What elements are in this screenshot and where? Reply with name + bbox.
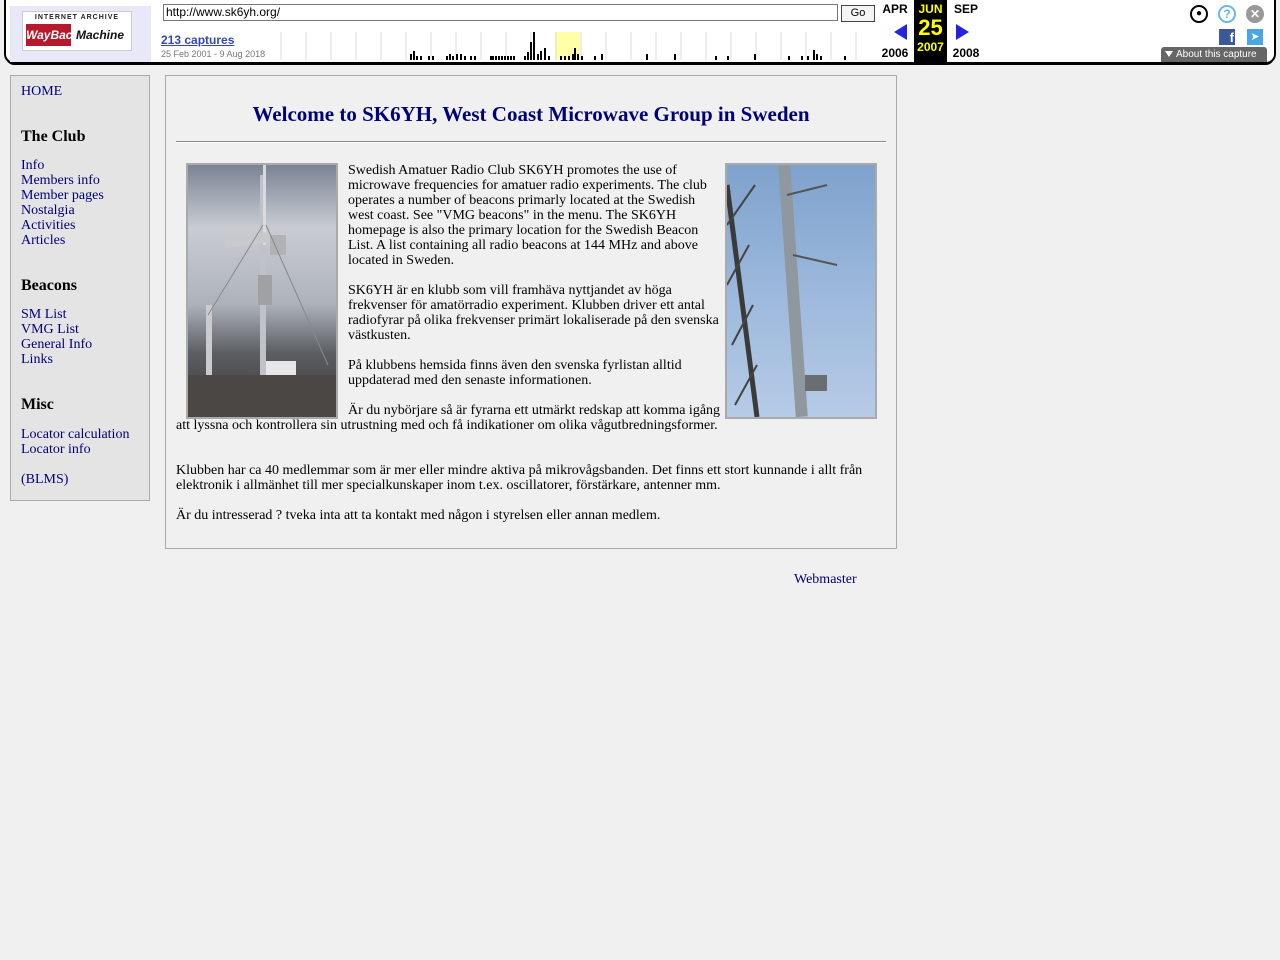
sparkline-bar	[788, 56, 790, 60]
sparkline-bar	[560, 56, 562, 60]
go-button[interactable]: Go	[841, 5, 875, 22]
sparkline-bar	[727, 56, 729, 60]
sparkline-bar	[544, 48, 546, 60]
sparkline-current-year-highlight	[555, 32, 580, 60]
sparkline-bar	[527, 52, 529, 60]
next-month-label[interactable]: SEP	[953, 2, 978, 16]
nav-locator-info[interactable]: Locator info	[21, 442, 91, 457]
contact-paragraph: Är du intresserad ? tveka inta att ta kontakt med någon i styrelsen eller annan medlem.	[176, 508, 661, 523]
section-title-club: The Club	[21, 128, 86, 145]
sparkline-bar	[495, 56, 497, 60]
current-year: 2007	[917, 40, 944, 54]
sparkline-bar	[413, 51, 415, 60]
sidebar-nav	[10, 75, 150, 501]
sparkline-bar	[492, 56, 494, 60]
current-day: 25	[918, 15, 943, 40]
help-icon[interactable]: ?	[1218, 5, 1236, 23]
sparkline-bar	[564, 56, 566, 60]
divider	[176, 141, 886, 143]
sparkline-bar	[820, 56, 822, 60]
prev-month-label[interactable]: APR	[882, 2, 908, 16]
section-title-misc: Misc	[21, 396, 54, 413]
sparkline-bar	[674, 54, 676, 60]
chevron-down-icon	[1165, 51, 1173, 57]
prev-capture-arrow-icon[interactable]	[894, 24, 907, 40]
antenna-mast-illustration	[188, 165, 336, 417]
logo-part1: WayBack	[26, 24, 71, 46]
nav-articles[interactable]: Articles	[21, 233, 66, 248]
sparkline-bar	[813, 50, 815, 60]
url-input[interactable]: http://www.sk6yh.org/	[163, 4, 838, 21]
beginner-paragraph: Är du nybörjare så är fyrarna ett utmärkt redskap att komma igång att lyssna och kontrollera sin utrustning med och få indikationer om olika vågutbredningsformer.	[176, 403, 721, 433]
antenna-mast-photo	[186, 163, 338, 419]
twitter-icon[interactable]: ➤	[1247, 29, 1263, 45]
logo-line1: INTERNET ARCHIVE	[34, 14, 120, 21]
sparkline-bar	[501, 56, 503, 60]
nav-blms[interactable]: (BLMS)	[21, 472, 69, 487]
about-capture-label: About this capture	[1176, 49, 1257, 60]
next-capture-arrow-icon[interactable]	[956, 24, 969, 40]
sparkline-bar	[801, 56, 803, 60]
captures-link[interactable]: 213 captures	[161, 33, 235, 47]
main-content	[165, 75, 897, 549]
sparkline-bar	[807, 56, 809, 60]
section-title-beacons: Beacons	[21, 277, 77, 294]
nav-sm-list[interactable]: SM List	[21, 307, 67, 322]
next-year-label[interactable]: 2008	[952, 46, 980, 60]
sparkline-bar	[548, 56, 550, 60]
sparkline-bar	[507, 56, 509, 60]
nav-member-pages[interactable]: Member pages	[21, 188, 104, 203]
sparkline-bar	[460, 54, 462, 60]
capture-date-range: 25 Feb 2001 - 9 Aug 2018	[161, 49, 266, 59]
sparkline-bar	[754, 54, 756, 60]
beacon-list-paragraph: På klubbens hemsida finns även den svenska fyrlistan alltid uppdaterad med den senaste informationen.	[348, 358, 682, 388]
wayback-logo[interactable]	[22, 11, 132, 51]
intro-paragraph-english: Swedish Amatuer Radio Club SK6YH promotes the use of microwave frequencies for amatuer radio experiments. The club operates a number of beacons primarly located at the Swedish west coast. See "VMG beacons" in the menu. The SK6YH homepage is also the primary location for the Swedish Beacon List. A list containing all radio beacons at 144 MHz and above located in Sweden.	[348, 163, 707, 268]
about-capture-button[interactable]	[1161, 47, 1267, 62]
sparkline-bar	[449, 54, 451, 60]
facebook-icon[interactable]: f	[1219, 29, 1235, 45]
nav-links[interactable]: Links	[21, 352, 53, 367]
sparkline-bar	[524, 56, 526, 60]
sparkline-bar	[577, 54, 579, 60]
sparkline-bar	[533, 32, 535, 60]
sparkline-bar	[568, 56, 570, 60]
sparkline-bar	[464, 56, 466, 60]
sparkline-bar	[530, 42, 532, 60]
sparkline-bar	[510, 56, 512, 60]
current-capture-date	[914, 0, 947, 62]
sparkline-bar	[540, 51, 542, 60]
sparkline-bar	[498, 56, 500, 60]
webmaster-link[interactable]: Webmaster	[794, 572, 857, 587]
sparkline-bar	[537, 54, 539, 60]
tower-antenna-photo	[725, 163, 877, 419]
nav-general-info[interactable]: General Info	[21, 337, 93, 352]
sparkline-bar	[432, 56, 434, 60]
sparkline-bar	[715, 56, 717, 60]
prev-year-label[interactable]: 2006	[881, 46, 909, 60]
intro-paragraph-swedish: SK6YH är en klubb som vill framhäva nyttjandet av höga frekvenser för amatörradio experiment. Klubben driver ett antal radiofyrar på olika frekvenser primärt lokaliserade på den svenska västkusten.	[348, 283, 719, 343]
tower-antenna-illustration	[727, 165, 875, 417]
sparkline-bar	[416, 56, 418, 60]
nav-locator-calculation[interactable]: Locator calculation	[21, 427, 130, 442]
wayback-logo-area	[10, 6, 151, 62]
nav-home[interactable]: HOME	[21, 84, 63, 99]
user-icon[interactable]: ●	[1190, 5, 1208, 23]
sparkline-bar	[446, 56, 448, 60]
close-icon[interactable]: ✕	[1246, 5, 1264, 23]
sparkline-bar	[601, 54, 603, 60]
members-paragraph: Klubben har ca 40 medlemmar som är mer eller mindre aktiva på mikrovågsbanden. Det finns ett stort kunnande i allt från elektronik i allmänhet till mer specialkunskaper inom t.ex. oscillatorer, förstärkare, antenner mm.	[176, 463, 863, 493]
sparkline-bar	[504, 56, 506, 60]
current-month: JUN	[918, 2, 943, 16]
sparkline-bar	[410, 54, 412, 60]
capture-sparkline[interactable]	[274, 32, 876, 60]
sparkline-bar	[474, 56, 476, 60]
sparkline-bar	[456, 54, 458, 60]
sparkline-bar	[581, 56, 583, 60]
sparkline-bar	[452, 56, 454, 60]
sparkline-bar	[420, 56, 422, 60]
wayback-toolbar	[6, 0, 1274, 62]
sparkline-bar	[844, 56, 846, 60]
sparkline-bar	[490, 56, 492, 60]
sparkline-bar	[574, 48, 576, 60]
sparkline-bar	[513, 56, 515, 60]
nav-members-info[interactable]: Members info	[21, 173, 100, 188]
sparkline-bar	[428, 56, 430, 60]
sparkline-bar	[470, 56, 472, 60]
nav-vmg-list[interactable]: VMG List	[21, 322, 79, 337]
sparkline-bar	[594, 56, 596, 60]
nav-activities[interactable]: Activities	[21, 218, 76, 233]
sparkline-bar	[816, 54, 818, 60]
page-title: Welcome to SK6YH, West Coast Microwave Group in Sweden	[252, 102, 810, 126]
nav-nostalgia[interactable]: Nostalgia	[21, 203, 75, 218]
logo-part2: Machine	[75, 28, 124, 42]
nav-info[interactable]: Info	[21, 158, 45, 173]
sparkline-bar	[646, 54, 648, 60]
sparkline-bar	[572, 54, 574, 60]
